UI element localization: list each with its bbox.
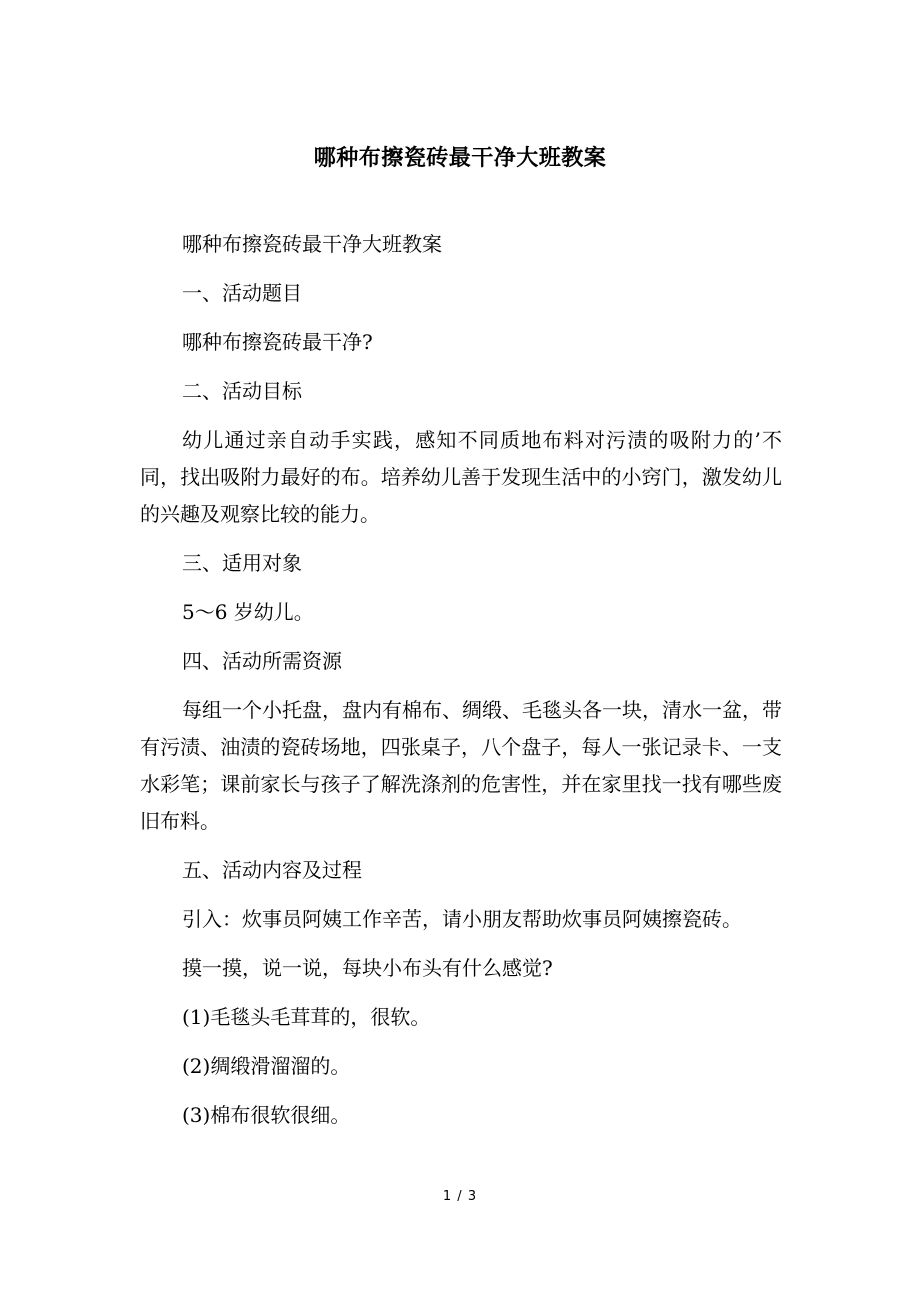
paragraph-introduction: 引入：炊事员阿姨工作辛苦，请小朋友帮助炊事员阿姨擦瓷砖。: [182, 907, 742, 931]
paragraph-goals: 幼儿通过亲自动手实践，感知不同质地布料对污渍的吸附力的’不同，找出吸附力最好的布。培养幼儿善于发现生活中的小窍门，激发幼儿的兴趣及观察比较的能力。: [140, 428, 782, 526]
paragraph-heading-repeat: 哪种布擦瓷砖最干净大班教案: [182, 232, 442, 256]
paragraph-audience: 5～6 岁幼儿。: [182, 600, 314, 624]
section-heading-activity-goals: 二、活动目标: [182, 379, 302, 403]
document-body: [140, 226, 782, 1146]
paragraph-resources: 每组一个小托盘，盘内有棉布、绸缎、毛毯头各一块，清水一盆，带有污渍、油渍的瓷砖场地，四张桌子，八个盘子，每人一张记录卡、一支水彩笔；课前家长与孩子了解洗涤剂的危害性，并在家里找一找有哪些废旧布料。: [140, 698, 782, 833]
document-title: 哪种布擦瓷砖最干净大班教案: [313, 146, 607, 171]
paragraph-topic: 哪种布擦瓷砖最干净?: [182, 330, 373, 354]
section-heading-process: 五、活动内容及过程: [182, 858, 362, 882]
section-heading-resources: 四、活动所需资源: [182, 649, 342, 673]
section-heading-target-audience: 三、适用对象: [182, 551, 302, 575]
section-heading-activity-topic: 一、活动题目: [182, 281, 302, 305]
list-item-blanket: (1)毛毯头毛茸茸的，很软。: [182, 1005, 431, 1029]
page-number: 1 / 3: [442, 1189, 478, 1204]
paragraph-touch-and-say: 摸一摸，说一说，每块小布头有什么感觉?: [182, 956, 553, 980]
list-item-cotton: (3)棉布很软很细。: [182, 1103, 351, 1127]
list-item-satin: (2)绸缎滑溜溜的。: [182, 1054, 351, 1078]
